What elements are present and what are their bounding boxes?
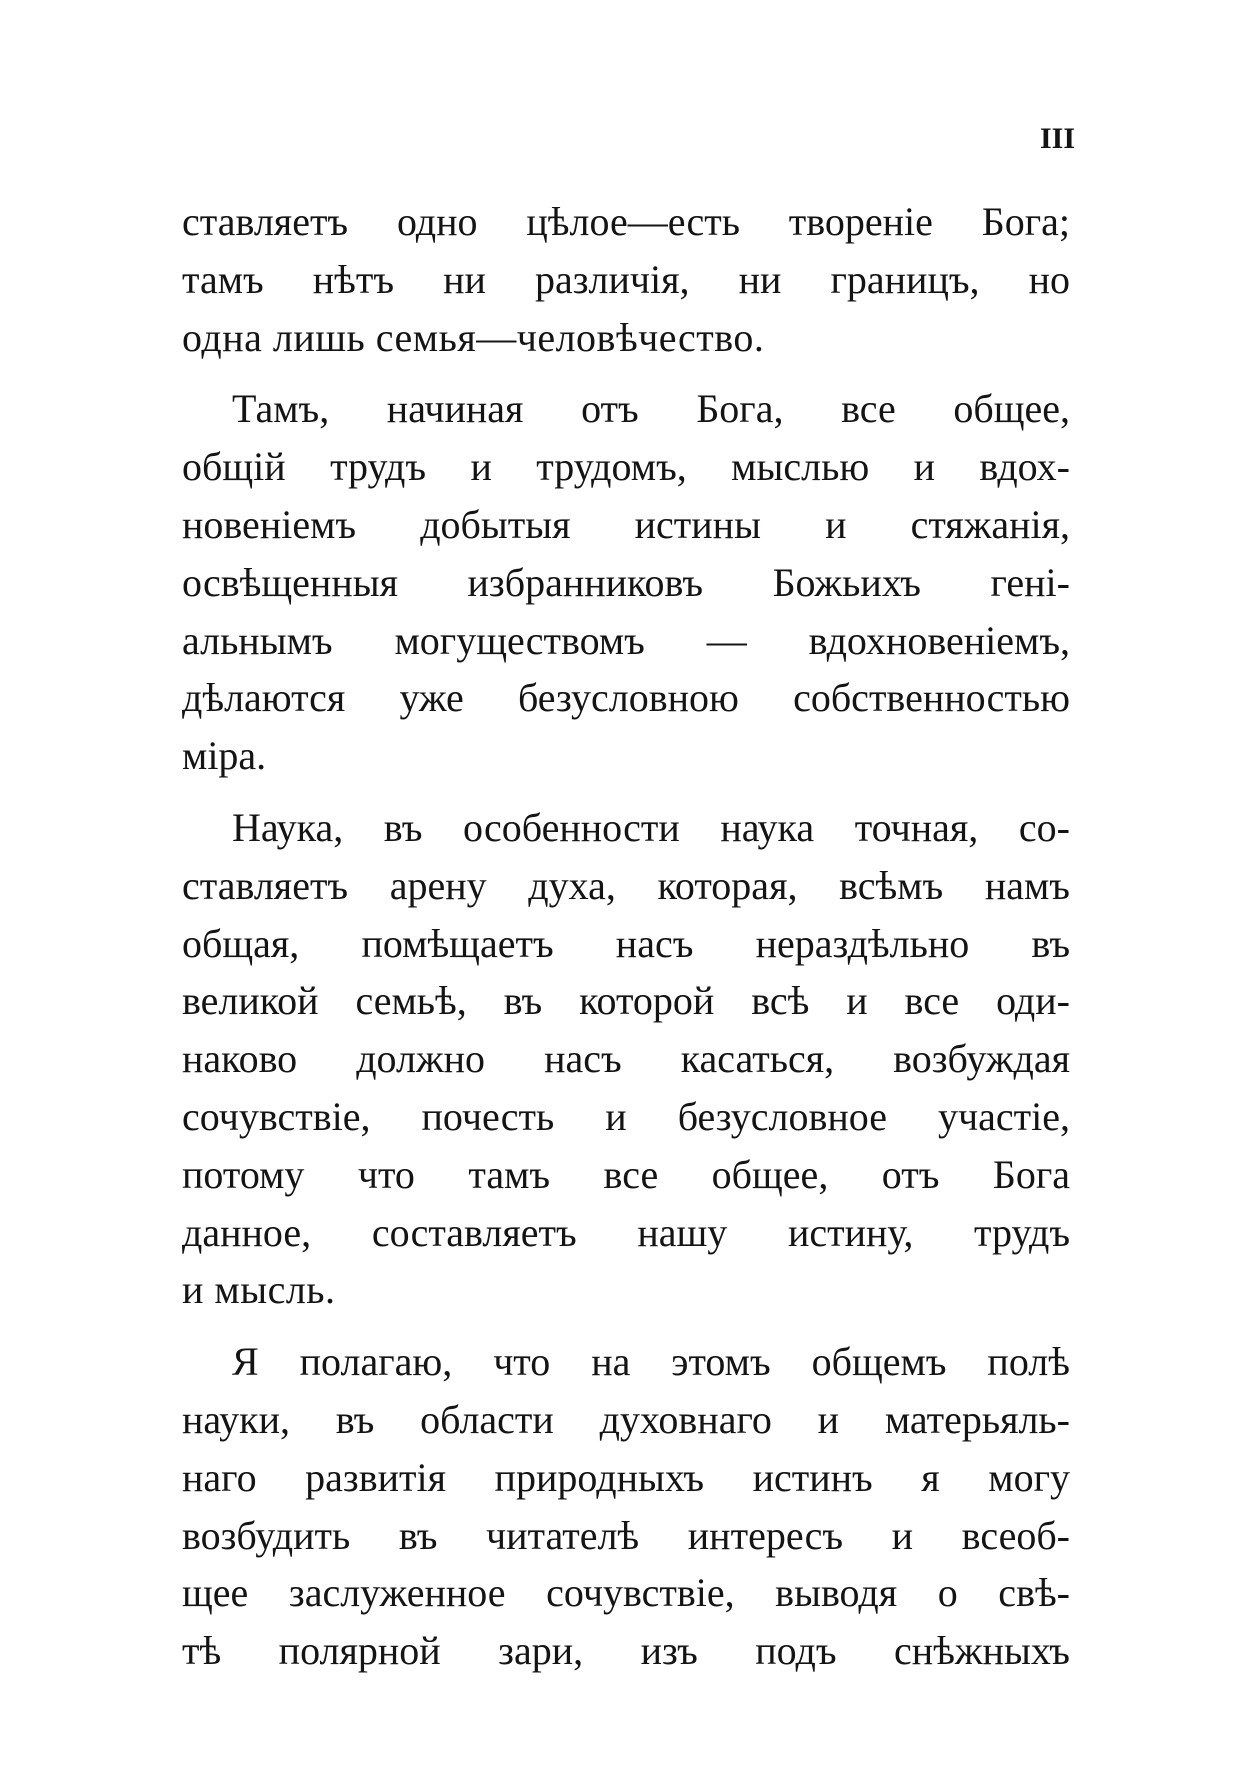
text-line: альнымъ могуществомъ — вдохновеніемъ, xyxy=(182,617,1070,663)
text-line: освѣщенныя избранниковъ Божьихъ гені- xyxy=(182,559,1070,605)
text-line: наго развитія природныхъ истинъ я могу xyxy=(182,1454,1070,1500)
text-line: общая, помѣщаетъ насъ нераздѣльно въ xyxy=(182,920,1070,966)
text-line: дѣлаются уже безусловною собственностью xyxy=(182,675,1070,721)
text-line: тамъ нѣтъ ни различія, ни границъ, но xyxy=(182,256,1070,302)
text-line: Наука, въ особенности наука точная, со- xyxy=(232,804,1070,850)
text-line: возбудить въ читателѣ интересъ и всеоб- xyxy=(182,1512,1070,1558)
paragraph xyxy=(182,799,1070,1319)
text-line: и мысль. xyxy=(182,1267,336,1313)
text-line: великой семьѣ, въ которой всѣ и все оди- xyxy=(182,978,1070,1024)
text-line: тѣ полярной зари, изъ подъ снѣжныхъ xyxy=(182,1628,1070,1674)
text-line: ставляетъ арену духа, которая, всѣмъ намъ xyxy=(182,862,1070,908)
text-line: ставляетъ одно цѣлое—есть твореніе Бога; xyxy=(182,199,1070,244)
text-line: міра. xyxy=(182,733,267,779)
text-line: новеніемъ добытыя истины и стяжанія, xyxy=(182,501,1070,547)
text-line: Тамъ, начиная отъ Бога, все общее, xyxy=(232,386,1070,432)
text-line: общій трудъ и трудомъ, мыслью и вдох- xyxy=(182,444,1070,490)
text-line: науки, въ области духовнаго и матерьяль- xyxy=(182,1396,1070,1442)
body-text xyxy=(182,193,1070,1680)
text-line: потому что тамъ все общее, отъ Бога xyxy=(182,1151,1070,1197)
text-line: одна лишь семья—человѣчество. xyxy=(182,314,765,360)
paragraph xyxy=(182,193,1070,366)
page-number: III xyxy=(1040,122,1076,155)
paragraph xyxy=(182,1333,1070,1680)
text-line: данное, составляетъ нашу истину, трудъ xyxy=(182,1209,1070,1255)
text-line: щее заслуженное сочувствіе, выводя о свѣ- xyxy=(182,1570,1070,1616)
paragraph xyxy=(182,380,1070,785)
text-line: сочувствіе, почесть и безусловное участіе, xyxy=(182,1093,1070,1139)
text-line: Я полагаю, что на этомъ общемъ полѣ xyxy=(232,1339,1070,1385)
text-line: наково должно насъ касаться, возбуждая xyxy=(182,1036,1070,1082)
